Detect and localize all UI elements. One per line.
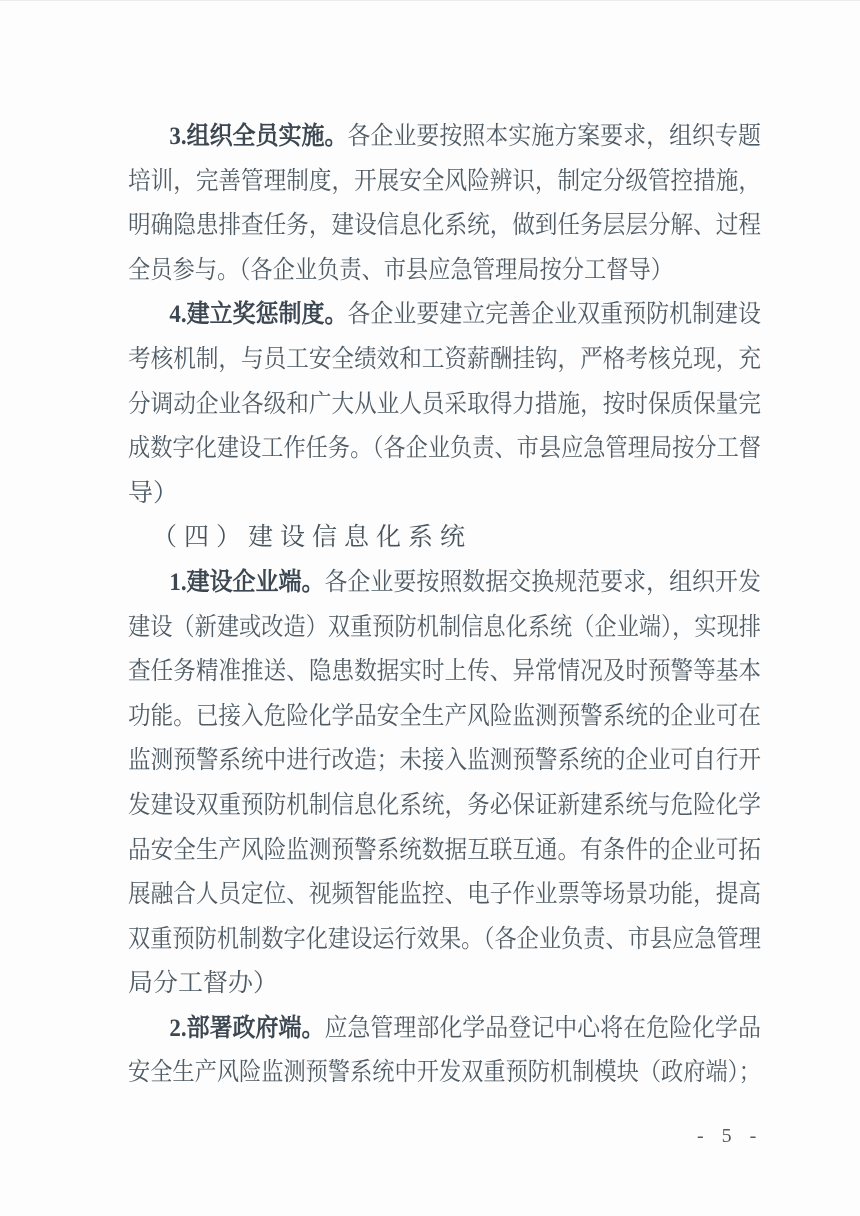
- page-number: - 5 -: [697, 1125, 759, 1147]
- text-line: [128, 204, 761, 249]
- text-line: [128, 739, 761, 784]
- line-text: 培训，完善管理制度，开展安全风险辨识，制定分级管控措施，: [128, 167, 761, 195]
- text-line: [128, 427, 761, 472]
- document-text-block: [128, 115, 761, 1096]
- line-text: 各企业要按照数据交换规范要求，组织开发: [324, 568, 761, 596]
- line-text: 发建设双重预防机制信息化系统，务必保证新建系统与危险化学: [128, 791, 761, 819]
- line-text: 各企业要按照本实施方案要求，组织专题: [347, 123, 761, 150]
- paragraph-lead: 4.建立奖惩制度。: [169, 301, 348, 329]
- line-text: 考核机制，与员工安全绩效和工资薪酬挂钩，严格考核兑现，充: [128, 345, 761, 373]
- line-text: 应急管理部化学品登记中心将在危险化学品: [324, 1014, 761, 1042]
- line-text: 分调动企业各级和广大从业人员采取得力措施，按时保质保量完: [128, 390, 761, 418]
- first-line-indent: [128, 589, 169, 590]
- section-heading: [128, 516, 761, 561]
- line-text: 查任务精准推送、隐患数据实时上传、异常情况及时预警等基本: [128, 658, 761, 686]
- text-line: [128, 650, 761, 695]
- line-text: 明确隐患排查任务，建设信息化系统，做到任务层层分解、过程: [128, 212, 761, 240]
- text-line: [128, 1007, 761, 1052]
- line-text: 导）: [128, 479, 179, 507]
- text-line: [128, 249, 761, 294]
- text-line: [128, 472, 761, 517]
- line-text: 品安全生产风险监测预警系统数据互联互通。有条件的企业可拓: [128, 836, 761, 864]
- text-line: [128, 606, 761, 651]
- line-text: 成数字化建设工作任务。（各企业负责、市县应急管理局按分工督: [128, 435, 761, 463]
- line-text: 局分工督办）: [128, 970, 279, 998]
- first-line-indent: [128, 1035, 169, 1036]
- section-heading-text: （四）建设信息化系统: [152, 524, 473, 552]
- text-line: [128, 115, 761, 160]
- paragraph-lead: 1.建设企业端。: [169, 568, 325, 596]
- first-line-indent: [128, 143, 169, 144]
- line-text: 监测预警系统中进行改造；未接入监测预警系统的企业可自行开: [128, 747, 761, 775]
- text-line: [128, 293, 761, 338]
- text-line: [128, 338, 761, 383]
- line-text: 建设（新建或改造）双重预防机制信息化系统（企业端），实现排: [128, 613, 761, 641]
- paragraph-lead: 2.部署政府端。: [169, 1014, 325, 1042]
- line-text: 安全生产风险监测预警系统中开发双重预防机制模块（政府端）；: [128, 1059, 761, 1087]
- text-line: [128, 1051, 761, 1096]
- text-line: [128, 918, 761, 963]
- text-line: [128, 160, 761, 205]
- text-line: [128, 695, 761, 740]
- text-line: [128, 784, 761, 829]
- paragraph-lead: 3.组织全员实施。: [169, 123, 348, 150]
- line-text: 各企业要建立完善企业双重预防机制建设: [347, 301, 761, 329]
- text-line: [128, 561, 761, 606]
- text-line: [128, 873, 761, 918]
- line-text: 双重预防机制数字化建设运行效果。（各企业负责、市县应急管理: [128, 925, 761, 953]
- line-text: 全员参与。（各企业负责、市县应急管理局按分工督导）: [128, 256, 673, 284]
- text-line: [128, 383, 761, 428]
- text-line: [128, 962, 761, 1007]
- text-line: [128, 829, 761, 874]
- line-text: 功能。已接入危险化学品安全生产风险监测预警系统的企业可在: [128, 702, 761, 730]
- first-line-indent: [128, 321, 169, 322]
- line-text: 展融合人员定位、视频智能监控、电子作业票等场景功能，提高: [128, 881, 761, 909]
